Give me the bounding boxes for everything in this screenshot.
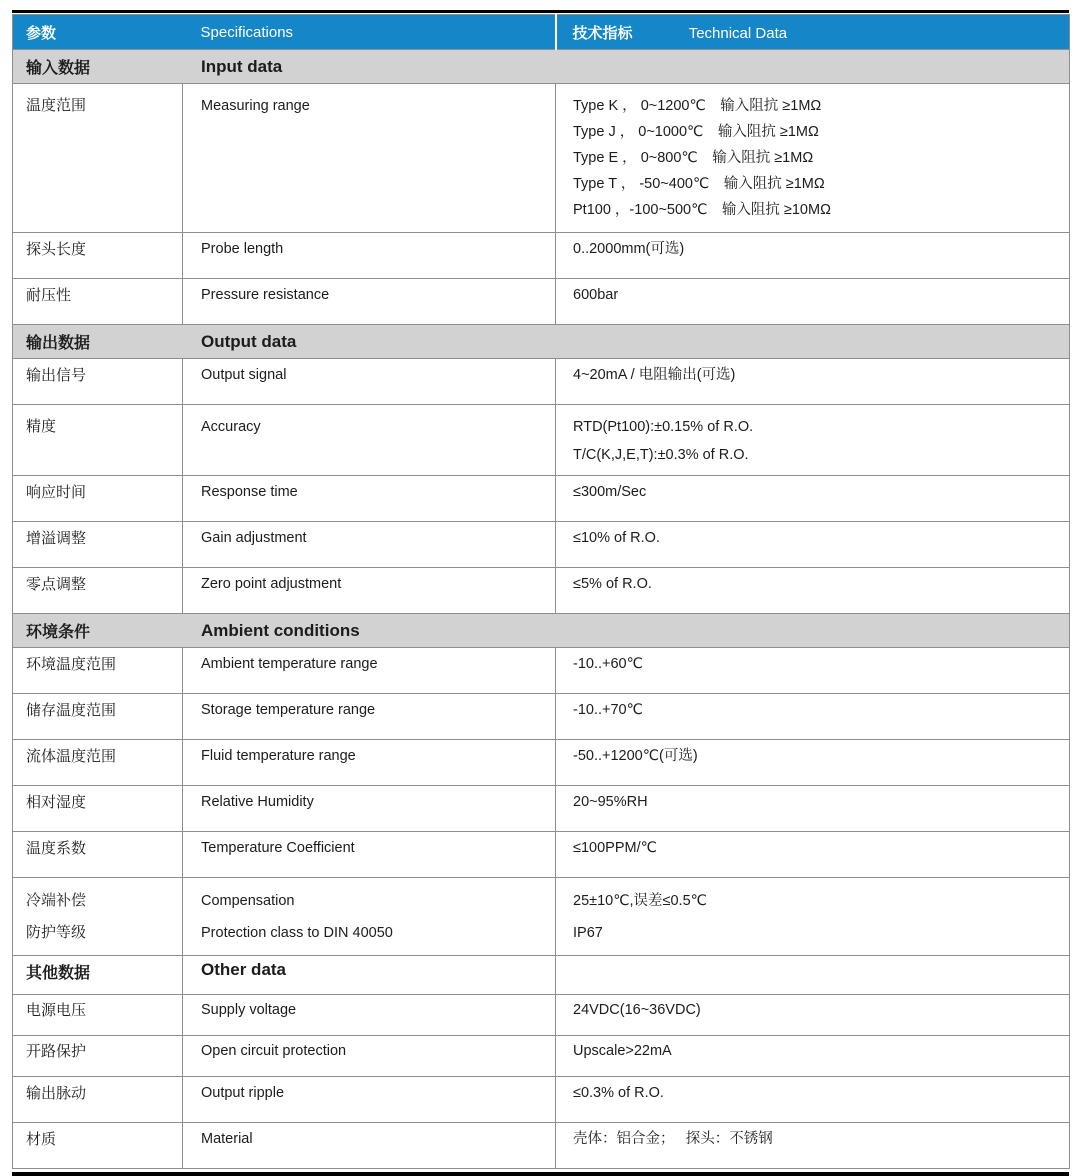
header-row [13,15,1070,50]
param-value-line: T/C(K,J,E,T):±0.3% of R.O. [573,447,749,463]
param-name-cn-line: 材质 [26,1131,57,1148]
param-name-en [183,995,556,1036]
section-row [13,614,1070,648]
param-name-en [183,405,556,476]
param-name-cn [13,694,183,740]
param-name-en [183,878,556,956]
param-name-en [183,648,556,694]
param-value-line: 0..2000mm(可选) [573,241,685,257]
param-name-en [183,740,556,786]
param-value [556,878,1070,956]
param-name-en [183,1123,556,1169]
param-name-en [183,786,556,832]
param-value-line: Type K ， 0~1200℃ 输入阻抗 ≥1MΩ [573,98,822,114]
table-row [13,233,1070,279]
param-name-cn-line: 精度 [26,418,57,435]
param-value-line: -10..+60℃ [573,656,643,672]
param-value [556,1123,1070,1169]
param-name-en-line: Probe length [201,241,284,257]
param-name-en [183,832,556,878]
param-name-en [183,84,556,233]
param-name-en-line: Output signal [201,367,287,383]
param-value-line: Type T ， -50~400℃ 输入阻抗 ≥1MΩ [573,176,825,192]
param-name-en-line: Fluid temperature range [201,748,356,764]
param-name-cn-line: 探头长度 [26,241,87,258]
param-value [556,279,1070,325]
header-technical-data [556,15,1070,50]
table-row [13,568,1070,614]
header-param-cn: 参数 [13,15,183,50]
table-row [13,405,1070,476]
param-name-en [183,522,556,568]
param-name-cn [13,1077,183,1123]
param-value-line: ≤5% of R.O. [573,576,652,592]
top-rule [12,10,1069,13]
param-name-cn [13,359,183,405]
param-name-en-line: Output ripple [201,1085,285,1101]
section-title-cn: 环境条件 [26,624,91,641]
param-name-cn-line: 响应时间 [26,484,87,501]
param-name-en-line: Ambient temperature range [201,656,378,672]
param-value-line: Pt100 ，-100~500℃ 输入阻抗 ≥10MΩ [573,202,831,218]
header-tech-en: Technical Data [688,24,788,42]
section-empty-cell [556,956,1070,995]
param-value-line: ≤0.3% of R.O. [573,1085,664,1101]
param-name-cn [13,740,183,786]
param-name-en [183,476,556,522]
param-name-cn-line: 温度系数 [26,840,87,857]
table-row [13,84,1070,233]
param-name-cn [13,568,183,614]
param-name-cn [13,233,183,279]
bottom-rule [12,1172,1069,1176]
param-name-en [183,1077,556,1123]
spec-sheet [12,10,1069,1176]
param-name-cn [13,878,183,956]
table-row [13,648,1070,694]
table-header [13,15,1070,50]
param-name-en [183,233,556,279]
param-name-en [183,359,556,405]
param-name-en-line: Zero point adjustment [201,576,342,592]
param-value [556,1036,1070,1077]
table-row [13,279,1070,325]
param-name-en-line: Storage temperature range [201,702,376,718]
param-value-line: 壳体：铝合金； 探头：不锈钢 [573,1131,773,1147]
table-row [13,522,1070,568]
param-value [556,995,1070,1036]
param-name-cn [13,648,183,694]
param-value [556,648,1070,694]
param-value-line: Type J ， 0~1000℃ 输入阻抗 ≥1MΩ [573,124,819,140]
param-name-en [183,694,556,740]
table-row [13,359,1070,405]
param-value-line: 25±10℃,误差≤0.5℃ [573,893,707,909]
param-name-cn-line: 开路保护 [26,1043,87,1060]
param-value-line: Upscale>22mA [573,1043,672,1059]
table-row [13,1077,1070,1123]
table-row [13,786,1070,832]
param-value-line: -50..+1200℃(可选) [573,748,698,764]
table-body [13,50,1070,1169]
table-row [13,476,1070,522]
param-name-cn-line: 防护等级 [26,924,87,941]
param-name-en-line: Relative Humidity [201,794,314,810]
table-row [13,1123,1070,1169]
param-name-en-line: Accuracy [201,419,261,435]
param-name-en [183,279,556,325]
header-specifications: Specifications [183,15,556,50]
param-name-cn-line: 零点调整 [26,576,87,593]
section-title-en: Other data [183,956,556,995]
param-name-en-line: Open circuit protection [201,1043,347,1059]
param-name-cn [13,522,183,568]
param-name-en-line: Compensation [201,893,295,909]
param-name-cn [13,1123,183,1169]
table-row [13,832,1070,878]
param-value [556,568,1070,614]
param-value [556,832,1070,878]
param-value [556,405,1070,476]
param-name-cn [13,405,183,476]
header-tech-cn: 技术指标 [572,24,633,42]
param-value [556,740,1070,786]
param-name-cn [13,279,183,325]
param-name-en-line: Response time [201,484,298,500]
param-name-cn [13,476,183,522]
table-row [13,1036,1070,1077]
param-name-cn-line: 冷端补偿 [26,892,87,909]
table-row [13,878,1070,956]
param-value [556,694,1070,740]
section-title-cn: 输出数据 [26,335,91,352]
param-name-cn-line: 流体温度范围 [26,748,117,765]
param-value-line: RTD(Pt100):±0.15% of R.O. [573,419,754,435]
param-value [556,233,1070,279]
param-name-cn-line: 储存温度范围 [26,702,117,719]
param-name-en-line: Material [201,1131,253,1147]
spec-table [12,14,1070,1169]
param-name-cn [13,1036,183,1077]
param-name-cn [13,786,183,832]
param-name-cn-line: 温度范围 [26,97,87,114]
param-name-en-line: Pressure resistance [201,287,330,303]
section-row [13,325,1070,359]
param-name-cn-line: 环境温度范围 [26,656,117,673]
param-name-cn-line: 相对湿度 [26,794,87,811]
param-value-line: 24VDC(16~36VDC) [573,1002,701,1018]
param-name-en-line: Protection class to DIN 40050 [201,925,393,941]
param-value [556,1077,1070,1123]
param-value [556,84,1070,233]
param-value-line: ≤100PPM/℃ [573,840,657,856]
param-value [556,522,1070,568]
param-value-line: -10..+70℃ [573,702,643,718]
section-row [13,956,1070,995]
param-name-en [183,1036,556,1077]
param-name-en-line: Measuring range [201,98,310,114]
param-name-cn [13,84,183,233]
param-value-line: Type E ， 0~800℃ 输入阻抗 ≥1MΩ [573,150,814,166]
param-value-line: IP67 [573,925,603,941]
param-value-line: ≤300m/Sec [573,484,647,500]
param-name-cn-line: 电源电压 [26,1002,87,1019]
param-name-cn [13,995,183,1036]
param-name-cn-line: 输出脉动 [26,1085,87,1102]
param-name-cn-line: 输出信号 [26,367,87,384]
param-value-line: 20~95%RH [573,794,648,810]
param-name-cn-line: 耐压性 [26,287,72,304]
table-row [13,740,1070,786]
section-title-en: Ambient conditions [201,620,360,640]
param-value-line: 4~20mA / 电阻输出(可选) [573,367,736,383]
param-name-en-line: Gain adjustment [201,530,307,546]
param-value [556,786,1070,832]
param-value-line: ≤10% of R.O. [573,530,660,546]
section-title-cn: 其他数据 [13,956,183,995]
table-row [13,995,1070,1036]
param-value [556,359,1070,405]
param-value-line: 600bar [573,287,619,303]
section-row [13,50,1070,84]
section-title-en: Output data [201,331,297,351]
param-name-cn [13,832,183,878]
param-value [556,476,1070,522]
section-title-en: Input data [201,56,283,76]
section-title-cn: 输入数据 [26,60,91,77]
param-name-en-line: Temperature Coefficient [201,840,355,856]
param-name-en [183,568,556,614]
table-row [13,694,1070,740]
param-name-en-line: Supply voltage [201,1002,297,1018]
param-name-cn-line: 增溢调整 [26,530,87,547]
